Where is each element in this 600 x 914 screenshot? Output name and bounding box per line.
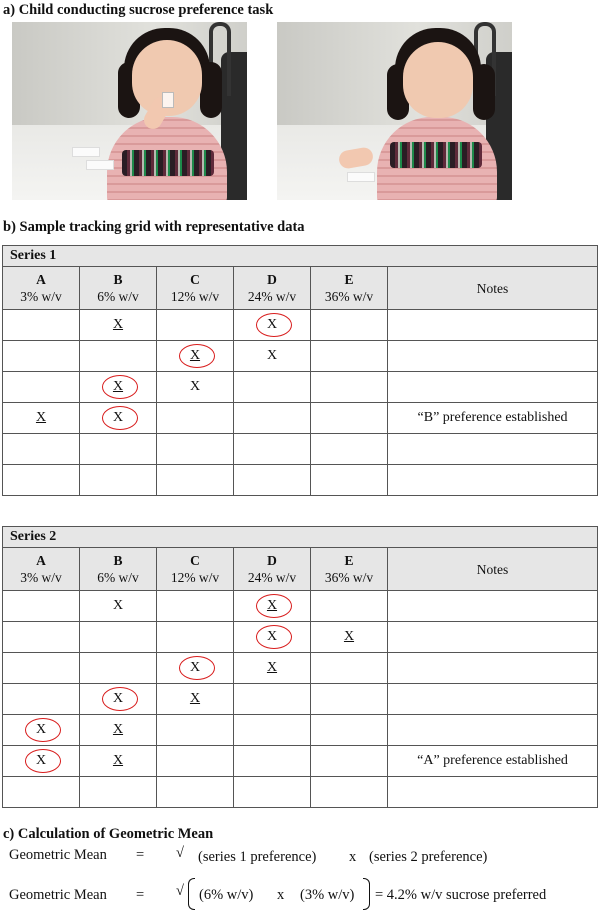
table-row [3, 653, 598, 684]
circled-mark: X [266, 598, 278, 613]
formula-1-times: x [349, 849, 357, 865]
formula-2-val1: (6% w/v) [199, 887, 254, 903]
mark: X [112, 317, 124, 332]
table-row [3, 403, 598, 434]
table-row [3, 684, 598, 715]
circled-mark: X [112, 410, 124, 425]
table-row [3, 715, 598, 746]
mark: X [189, 691, 201, 706]
mark: X [189, 379, 201, 394]
series-1-grid [2, 245, 598, 496]
photo-child-tasting [12, 22, 247, 200]
circled-mark: X [35, 722, 47, 737]
note-cell: “A” preference established [388, 746, 598, 777]
notes-header: Notes [388, 267, 598, 310]
col-a-header: A 3% w/v [3, 548, 80, 591]
formula-2-val2: (3% w/v) [300, 887, 355, 903]
mark: X [112, 598, 124, 613]
mark: X [343, 629, 355, 644]
col-e-header: E 36% w/v [311, 548, 388, 591]
table-row [3, 341, 598, 372]
col-b-header: B 6% w/v [80, 267, 157, 310]
col-c-header: C 12% w/v [157, 267, 234, 310]
circled-mark: X [266, 629, 278, 644]
section-c-title: c) Calculation of Geometric Mean [3, 826, 214, 842]
table-row [3, 310, 598, 341]
formula-1-lhs: Geometric Mean [9, 847, 107, 863]
circled-mark: X [35, 753, 47, 768]
formula-2-left-bracket [188, 878, 195, 910]
series-2-label: Series 2 [3, 527, 598, 548]
circled-mark: X [189, 660, 201, 675]
series-2-grid [2, 526, 598, 808]
col-b-header: B 6% w/v [80, 548, 157, 591]
section-a-title: a) Child conducting sucrose preference task [3, 2, 274, 18]
table-row [3, 746, 598, 777]
circled-mark: X [112, 691, 124, 706]
circled-mark: X [112, 379, 124, 394]
table-row [3, 591, 598, 622]
formula-2-eq: = [136, 887, 145, 903]
table-row [3, 777, 598, 808]
formula-2-right-bracket [363, 878, 370, 910]
formula-2-result: = 4.2% w/v sucrose preferred [375, 887, 547, 903]
col-d-header: D 24% w/v [234, 548, 311, 591]
formula-1-eq: = [136, 847, 145, 863]
note-cell: “B” preference established [388, 403, 598, 434]
formula-2-times: x [277, 887, 285, 903]
notes-header: Notes [388, 548, 598, 591]
col-d-header: D 24% w/v [234, 267, 311, 310]
table-row [3, 434, 598, 465]
mark: X [266, 348, 278, 363]
mark: X [112, 753, 124, 768]
formula-2-lhs: Geometric Mean [9, 887, 107, 903]
photo-child-pointing [277, 22, 512, 200]
formula-1-term2: (series 2 preference) [369, 849, 488, 865]
table-row [3, 372, 598, 403]
table-row [3, 465, 598, 496]
col-e-header: E 36% w/v [311, 267, 388, 310]
circled-mark: X [266, 317, 278, 332]
col-a-header: A 3% w/v [3, 267, 80, 310]
formula-2-sqrt: √ [176, 883, 184, 899]
circled-mark: X [189, 348, 201, 363]
formula-1-term1: (series 1 preference) [198, 849, 317, 865]
table-row [3, 622, 598, 653]
col-c-header: C 12% w/v [157, 548, 234, 591]
section-b-title: b) Sample tracking grid with representative data [3, 219, 305, 235]
formula-1-sqrt: √ [176, 845, 184, 861]
series-1-label: Series 1 [3, 246, 598, 267]
mark: X [112, 722, 124, 737]
mark: X [266, 660, 278, 675]
mark: X [35, 410, 47, 425]
